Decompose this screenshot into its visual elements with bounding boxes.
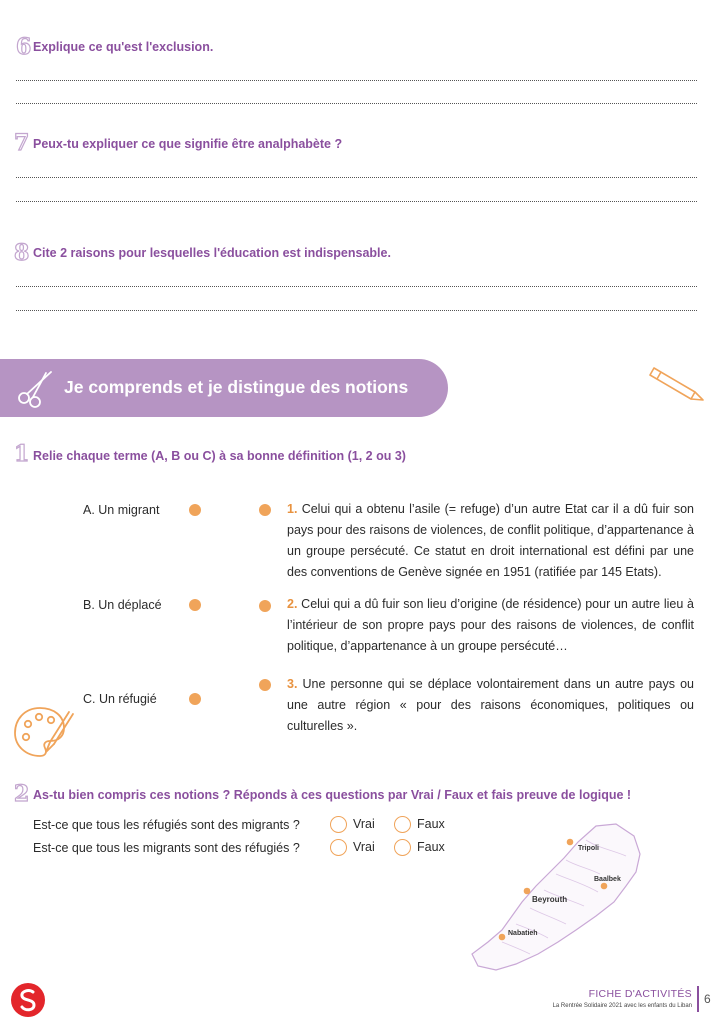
- definition-dot-3[interactable]: [259, 679, 271, 691]
- answer-line[interactable]: [16, 201, 697, 202]
- answer-line[interactable]: [16, 177, 697, 178]
- faux-label: Faux: [417, 840, 445, 854]
- exercise-1-number: 1: [14, 441, 30, 467]
- radio-vrai-2[interactable]: [330, 839, 347, 856]
- pencil-icon: [648, 362, 708, 404]
- footer-divider: [697, 986, 699, 1012]
- lebanon-map: [466, 820, 652, 972]
- question-6-number: 6: [16, 34, 32, 60]
- answer-line[interactable]: [16, 80, 697, 81]
- question-8-number: 8: [14, 240, 30, 266]
- definition-dot-2[interactable]: [259, 600, 271, 612]
- definition-3: [287, 674, 694, 737]
- question-7-number: 7: [14, 130, 30, 156]
- radio-faux-2[interactable]: [394, 839, 411, 856]
- faux-label: Faux: [417, 817, 445, 831]
- vrai-label: Vrai: [353, 840, 375, 854]
- city-tripoli: Tripoli: [578, 845, 599, 852]
- footer-title: FICHE D'ACTIVITÉS: [588, 988, 692, 1000]
- exercise-2-instruction: As-tu bien compris ces notions ? Réponds à ces questions par Vrai / Faux et fais preuve de logique !: [33, 788, 632, 802]
- definition-text: Celui qui a dû fuir son lieu d’origine (de résidence) pour un autre lieu à l’intérieur de son propre pays pour des raisons de violences, de conflit politique, d’appartenance à un groupe persécuté…: [287, 597, 694, 653]
- city-beyrouth: Beyrouth: [532, 895, 568, 904]
- page-number: 6: [704, 992, 711, 1006]
- question-8-text: Cite 2 raisons pour lesquelles l'éducation est indispensable.: [33, 246, 391, 260]
- answer-line[interactable]: [16, 310, 697, 311]
- scissors-icon: [13, 367, 55, 409]
- question-6-text: Explique ce qu'est l'exclusion.: [33, 40, 214, 54]
- term-dot-c[interactable]: [189, 693, 201, 705]
- answer-line[interactable]: [16, 103, 697, 104]
- section-title: Je comprends et je distingue des notions: [64, 377, 409, 397]
- definition-text: Celui qui a obtenu l’asile (= refuge) d’un autre Etat car il a dû fuir son pays pour des raisons de violences, de conflit politique, d’appartenance à un groupe persécuté. Ce statut en droit international est défini par une des conventions de Genève signée en 1951 (ratifiée par 145 Etats).: [287, 502, 694, 579]
- radio-vrai-1[interactable]: [330, 816, 347, 833]
- definition-1: [287, 499, 694, 583]
- palette-icon: [10, 700, 78, 766]
- vf-question-2: Est-ce que tous les migrants sont des réfugiés ?: [33, 841, 300, 855]
- definition-text: Une personne qui se déplace volontairement dans un autre pays ou une autre région « pour des raisons économiques, politiques ou culturelles ».: [287, 677, 694, 733]
- city-nabatieh: Nabatieh: [508, 930, 538, 937]
- exercise-2-number: 2: [14, 781, 30, 807]
- definition-number: 3.: [287, 677, 298, 691]
- answer-line[interactable]: [16, 286, 697, 287]
- exercise-1-instruction: Relie chaque terme (A, B ou C) à sa bonne définition (1, 2 ou 3): [33, 449, 406, 463]
- vrai-label: Vrai: [353, 817, 375, 831]
- radio-faux-1[interactable]: [394, 816, 411, 833]
- logo-icon: [10, 982, 46, 1018]
- question-7-text: Peux-tu expliquer ce que signifie être analphabète ?: [33, 137, 343, 151]
- term-refugie: C. Un réfugié: [83, 692, 157, 706]
- definition-number: 2.: [287, 597, 298, 611]
- vf-question-1: Est-ce que tous les réfugiés sont des migrants ?: [33, 818, 300, 832]
- definition-2: [287, 594, 694, 657]
- city-baalbek: Baalbek: [594, 876, 621, 883]
- term-dot-b[interactable]: [189, 599, 201, 611]
- definition-dot-1[interactable]: [259, 504, 271, 516]
- term-migrant: A. Un migrant: [83, 503, 160, 517]
- term-dot-a[interactable]: [189, 504, 201, 516]
- definition-number: 1.: [287, 502, 298, 516]
- footer-subtitle: La Rentrée Solidaire 2021 avec les enfants du Liban: [552, 1003, 692, 1009]
- term-deplace: B. Un déplacé: [83, 598, 162, 612]
